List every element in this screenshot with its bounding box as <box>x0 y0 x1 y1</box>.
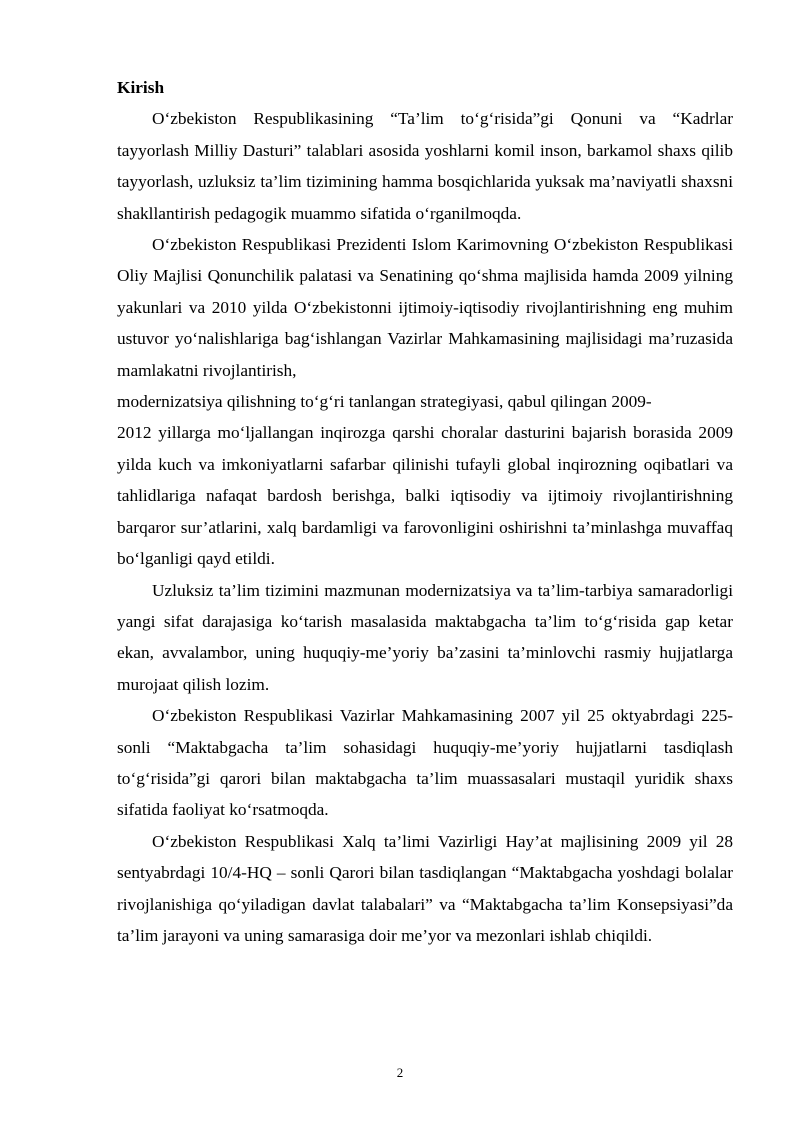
paragraph-1: O‘zbekiston Respublikasining “Ta’lim to‘g‘risida”gi Qonuni va “Kadrlar tayyorlash Milliy Dasturi” talablari asosida yoshlarni komil inson, barkamol shaxs qilib tayyorlash, uzluksiz ta’lim tizimining hamma bosqichlarida yuksak ma’naviyatli shaxsni shakllantirish pedagogik muammo sifatida o‘rganilmoqda. <box>117 109 733 223</box>
paragraph-2: O‘zbekiston Respublikasi Prezidenti Islom Karimovning O‘zbekiston Respublikasi Oliy Majlisi Qonunchilik palatasi va Senatining qo‘shma majlisida hamda 2009 yilning yakunlari va 2010 yilda O‘zbekistonni ijtimoiy-iqtisodiy rivojlantirishning eng muhim ustuvor yo‘nalishlariga bag‘ishlangan Vazirlar Mahkamasining majlisidagi ma’ruzasida mamlakatni rivojlantirish, <box>117 235 733 380</box>
paragraph-5: O‘zbekiston Respublikasi Xalq ta’limi Vazirligi Hay’at majlisining 2009 yil 28 sentyabrdagi 10/4-HQ – sonli Qarori bilan tasdiqlangan “Maktabgacha yoshdagi bolalar rivojlanishiga qo‘yiladigan davlat talabalari” va “Maktabgacha ta’lim Konsepsiyasi”da ta’lim jarayoni va uning samarasiga doir me’yor va mezonlari ishlab chiqildi. <box>117 831 733 945</box>
paragraph-4: O‘zbekiston Respublikasi Vazirlar Mahkamasining 2007 yil 25 oktyabrdagi 225-sonli “Maktabgacha ta’lim sohasidagi huquqiy-me’yoriy hujjatlarni tasdiqlash to‘g‘risida”gi qarori bilan maktabgacha ta’lim muassasalari mustaqil yuridik shaxs sifatida faoliyat ko‘rsatmoqda. <box>117 706 733 820</box>
paragraph-2-end: 2012 yillarga mo‘ljallangan inqirozga qarshi choralar dasturini bajarish borasida 2009 yilda kuch va imkoniyatlarni safarbar qilinishi tufayli global inqirozning oqibatlari va tahlidlariga nafaqat bardosh berishga, balki iqtisodiy va ijtimoiy rivojlantirishning barqaror sur’atlarini, xalq bardamligi va farovonligini oshirishni ta’minlashga muvaffaq bo‘lganligi qayd etildi. <box>117 423 733 569</box>
page-number: 2 <box>396 1065 404 1080</box>
section-heading: Kirish <box>117 78 165 97</box>
paragraph-3: Uzluksiz ta’lim tizimini mazmunan modernizatsiya va ta’lim-tarbiya samaradorligi yangi sifat darajasiga ko‘tarish masalasida maktabgacha ta’lim to‘g‘risida gap ketar ekan, avvalambor, uning huquqiy-me’yoriy ba’zasini ta’minlovchi rasmiy hujjatlarga murojaat qilish lozim. <box>117 580 733 694</box>
paragraph-2-continuation: modernizatsiya qilishning to‘g‘ri tanlangan strategiyasi, qabul qilingan 2009- <box>117 392 652 412</box>
document-page <box>117 72 733 951</box>
